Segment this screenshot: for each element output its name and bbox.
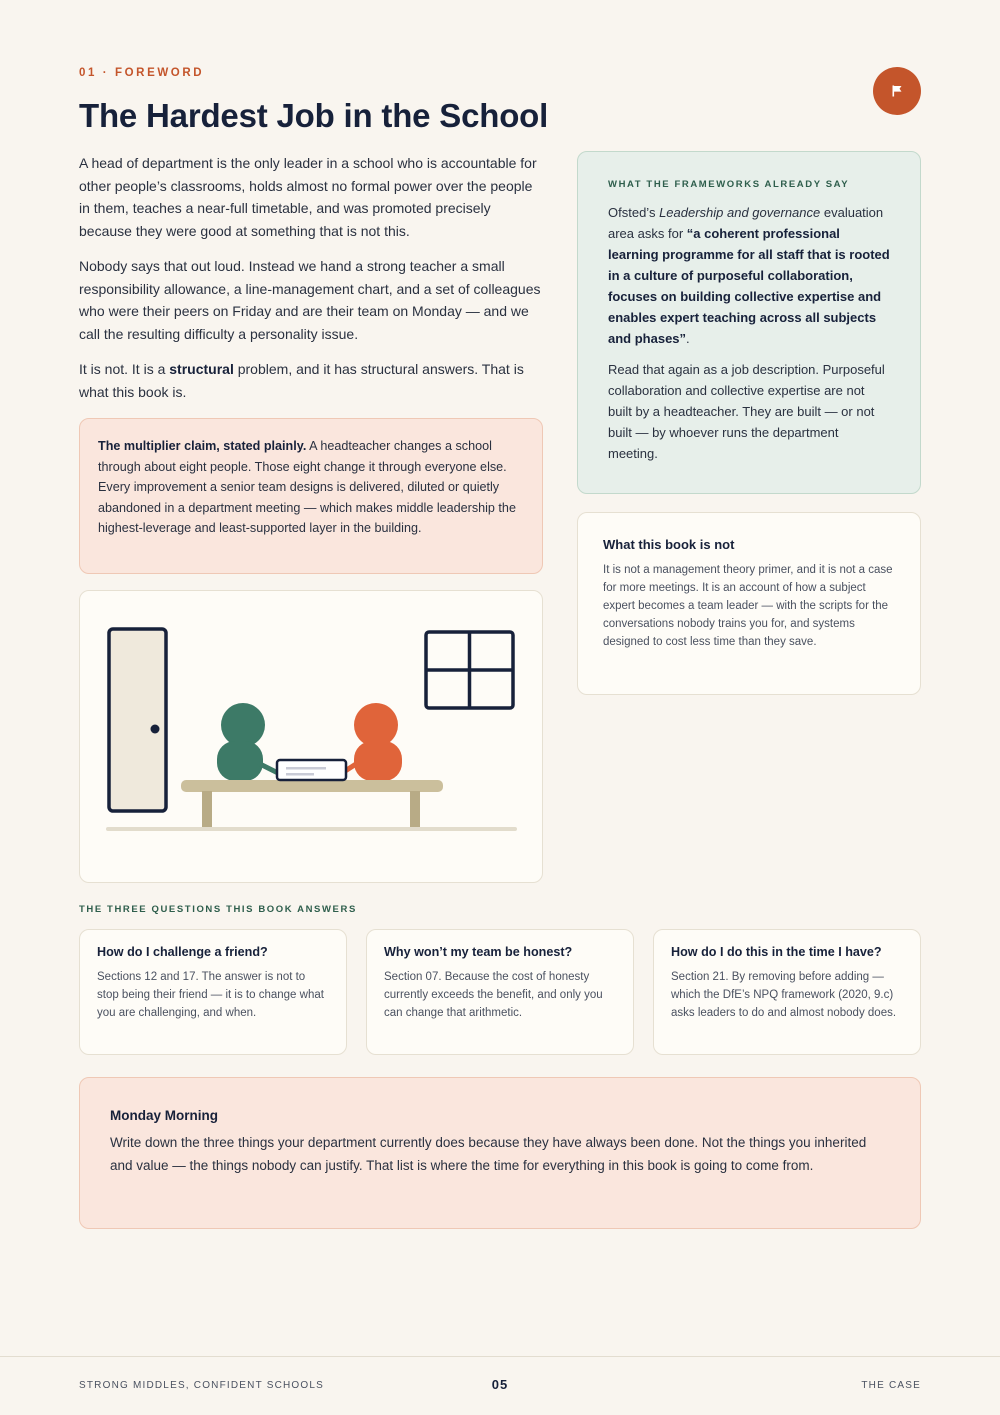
frameworks-paragraph-2: Read that again as a job description. Purposeful collaboration and collective expertise are not built by a headteacher. They are built — or not built — by whoever runs the department meeting. xyxy=(608,362,885,461)
person-orange xyxy=(342,703,402,781)
not-box-heading: What this book is not xyxy=(603,537,735,552)
frameworks-p1-mid: evaluation area asks for xyxy=(608,205,884,241)
section-eyebrow: 01 · FOREWORD xyxy=(79,67,205,79)
intro-paragraph-2: Nobody says that out loud. Instead we hand a strong teacher a small responsibility allowance, a line-management chart, and a set of colleagues who were their peers on Friday and are their team on Monday — and we call the resulting difficulty a personality issue. xyxy=(79,258,541,342)
laptop-illustration xyxy=(277,760,346,780)
footer-book-title: STRONG MIDDLES, CONFIDENT SCHOOLS xyxy=(79,1380,324,1391)
monday-heading: Monday Morning xyxy=(110,1108,218,1123)
question-card xyxy=(653,929,921,1055)
intro-text xyxy=(79,152,541,416)
frameworks-quote: “a coherent professional learning programme for all staff that is rooted in a culture of purposeful collaboration, focuses on building collective expertise and enables expert teaching across all subjects and phases” xyxy=(608,226,890,346)
frameworks-p1-before: Ofsted’s xyxy=(608,205,660,220)
multiplier-callout xyxy=(79,418,543,574)
question-heading: How do I do this in the time I have? xyxy=(671,945,882,959)
monday-morning-callout xyxy=(79,1077,921,1229)
frameworks-callout xyxy=(577,151,921,494)
table-illustration xyxy=(181,780,443,827)
question-heading: Why won’t my team be honest? xyxy=(384,945,573,959)
intro-p3-bold: structural xyxy=(169,361,234,377)
intro-paragraph-3 xyxy=(79,358,541,403)
intro-p3-before: It is not. It is a xyxy=(79,361,170,377)
illustration-card xyxy=(79,590,543,883)
person-green xyxy=(217,703,280,781)
flag-badge xyxy=(873,67,921,115)
intro-p3-after: problem, and it has structural answers. That is what this book is. xyxy=(79,361,524,400)
flag-icon xyxy=(890,84,904,98)
door-handle xyxy=(151,725,160,734)
question-body: Section 07. Because the cost of honesty currently exceeds the benefit, and only you can change that arithmetic. xyxy=(384,971,603,1019)
question-card xyxy=(79,929,347,1055)
page-number: 05 xyxy=(491,1377,509,1392)
question-heading: How do I challenge a friend? xyxy=(97,945,268,959)
meeting-illustration xyxy=(80,591,543,883)
not-box-body: It is not a management theory primer, and it is not a case for more meetings. It is an account of how a subject expert becomes a team leader — with the scripts for the conversations nobody trains you for, and systems designed to cost less time than they save. xyxy=(603,564,893,648)
multiplier-lead: The multiplier claim, stated plainly. xyxy=(98,439,307,453)
question-card xyxy=(366,929,634,1055)
frameworks-p1-italic: Leadership and governance xyxy=(659,205,821,220)
question-body: Sections 12 and 17. The answer is not to stop being their friend — it is to change what you are challenging, and when. xyxy=(97,971,324,1019)
not-box xyxy=(577,512,921,695)
window-illustration xyxy=(426,632,513,708)
floor-line xyxy=(106,827,517,831)
footer-section: THE CASE xyxy=(861,1380,921,1391)
footer-divider xyxy=(0,1356,1000,1357)
frameworks-label: WHAT THE FRAMEWORKS ALREADY SAY xyxy=(608,179,850,190)
door-illustration xyxy=(109,629,166,811)
monday-body: Write down the three things your department currently does because they have always been done. Not the things you inherited and value — the things nobody can justify. That list is where the time for everything in this book is going to come from. xyxy=(110,1135,867,1173)
intro-paragraph-1: A head of department is the only leader in a school who is accountable for other people’s classrooms, holds almost no formal power over the people in them, teaches a near-full timetable, and was promoted precisely because they were good at something that is not this. xyxy=(79,155,537,239)
questions-label: THE THREE QUESTIONS THIS BOOK ANSWERS xyxy=(79,904,357,915)
page-title: The Hardest Job in the School xyxy=(79,97,549,134)
question-body: Section 21. By removing before adding — which the DfE’s NPQ framework (2020, 9.c) asks leaders to do and almost nobody does. xyxy=(671,971,897,1019)
frameworks-paragraph-1 xyxy=(608,202,890,349)
frameworks-p1-end: . xyxy=(686,331,690,346)
multiplier-body: A headteacher changes a school through about eight people. Those eight change it through everyone else. Every improvement a senior team designs is delivered, diluted or quietly abandoned in a department meeting — which makes middle leadership the highest-leverage and least-supported layer in the building. xyxy=(98,439,516,535)
